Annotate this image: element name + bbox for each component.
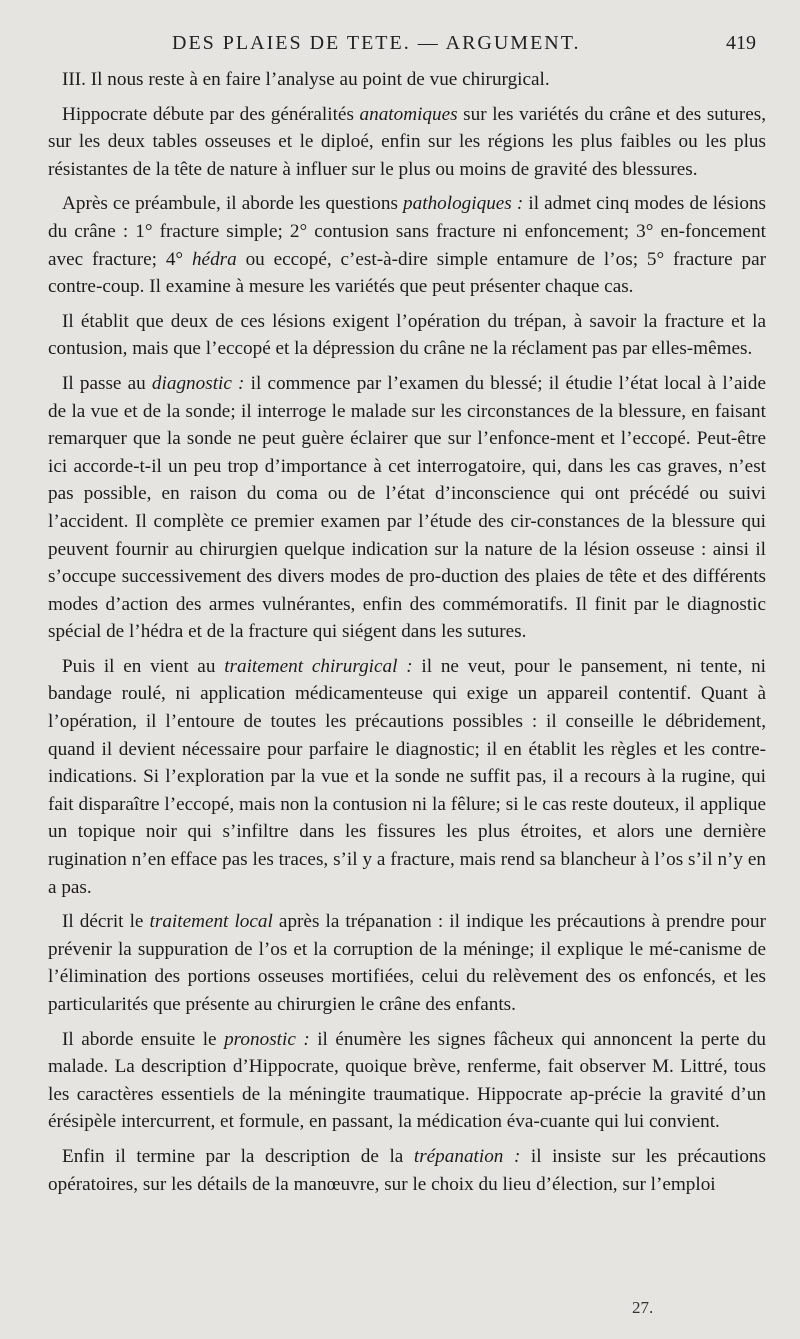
body-text	[48, 66, 766, 1205]
italic-term: diagnostic :	[151, 372, 245, 394]
running-head	[0, 32, 800, 60]
italic-term: pronostic :	[224, 1028, 310, 1050]
paragraph-1: III. Il nous reste à en faire l’analyse au point de vue chirurgical.	[62, 69, 550, 90]
italic-term: trépanation :	[413, 1145, 521, 1167]
italic-term: pathologiques :	[403, 193, 524, 215]
italic-term: hédra	[191, 248, 237, 270]
paragraph-2: Hippocrate débute par des généralités anatomiques sur les variétés du crâne et des sutures, sur les deux tables osseuses et le diploé, enfin sur les régions les plus faibles ou les plus résistantes de la tête de nature à influer sur le plus ou moins de gravité des blessures.	[48, 103, 766, 180]
signature-mark: 27.	[632, 1298, 654, 1317]
paragraph-9: Enfin il termine par la description de la trépanation : il insiste sur les précautions opératoires, sur les détails de la manœuvre, sur le choix du lieu d’élection, sur l’emploi	[48, 1145, 766, 1195]
italic-term: traitement local	[149, 911, 273, 933]
paragraph-8: Il aborde ensuite le pronostic : il énumère les signes fâcheux qui annoncent la perte du malade. La description d’Hippocrate, quoique brève, renferme, fait observer M. Littré, tous les caractères essentiels de la méningite traumatique. Hippocrate ap-précie la gravité d’un érésipèle intercurrent, et formule, en passant, la médication éva-cuante qui lui convient.	[48, 1028, 767, 1133]
italic-term: traitement chirurgical :	[224, 655, 413, 677]
paragraph-7: Il décrit le traitement local après la trépanation : il indique les précautions à prendre pour prévenir la suppuration de l’os et la corruption de la méninge; il explique le mé-canisme de l’élimination des portions osseuses mortifiées, celui du relèvement des os enfoncés, et les particularités que présente au chirurgien le crâne des enfants.	[48, 911, 767, 1015]
paragraph-5: Il passe au diagnostic : il commence par l’examen du blessé; il étudie l’état local à l’aide de la vue et de la sonde; il interroge le malade sur les circonstances de la blessure, en faisant remarquer que la sonde ne peut guère éclairer que sur l’enfonce-ment et l’eccopé. Peut-être ici accorde-t-il un peu trop d’importance à cet interrogatoire, qui, dans les cas graves, n’est pas possible, en raison du coma ou de l’état d’inconscience qui ont précédé ou suivi l’accident. Il complète ce premier examen par l’étude des cir-constances de la blessure qui peuvent fournir au chirurgien quelque indication sur la nature de la lésion osseuse : ainsi il s’occupe successivement des divers modes de pro-duction des plaies de tête et des différents modes d’action des armes vulnérantes, enfin des commémoratifs. Il finit par le diagnostic spécial de l’hédra et de la fracture qui siégent dans les sutures.	[48, 372, 766, 643]
running-title: DES PLAIES DE TETE. — ARGUMENT.	[172, 32, 581, 54]
paragraph-6: Puis il en vient au traitement chirurgical : il ne veut, pour le pansement, ni tente, ni bandage roulé, ni application médicamenteuse qui exige un appareil contentif. Quant à l’opération, il l’entoure de toutes les précautions possibles : il conseille le débridement, quand il devient nécessaire pour parfaire le diagnostic; il en établit les règles et les contre-indications. Si l’exploration par la vue et la sonde ne suffit pas, il a recours à la rugine, qui fait disparaître l’eccopé, mais non la contusion ni la fêlure; si le cas reste douteux, il applique un topique noir qui s’infiltre dans les fissures les plus étroites, et alors une dernière rugination n’en efface pas les traces, s’il y a fracture, mais rend sa blancheur à l’os s’il n’y en a pas.	[48, 655, 767, 898]
italic-term: anatomiques	[359, 103, 458, 125]
paragraph-3: Après ce préambule, il aborde les questions pathologiques : il admet cinq modes de lésions du crâne : 1° fracture simple; 2° contusion sans fracture ni enfoncement; 3° en-foncement avec fracture; 4° hédra ou eccopé, c’est-à-dire simple entamure de l’os; 5° fracture par contre-coup. Il examine à mesure les variétés que peut présenter chaque cas.	[48, 193, 767, 298]
page-number: 419	[726, 32, 756, 54]
paragraph-4: Il établit que deux de ces lésions exigent l’opération du trépan, à savoir la fracture et la contusion, mais que l’eccopé et la dépression du crâne ne la réclament pas par elles-mêmes.	[48, 310, 766, 360]
